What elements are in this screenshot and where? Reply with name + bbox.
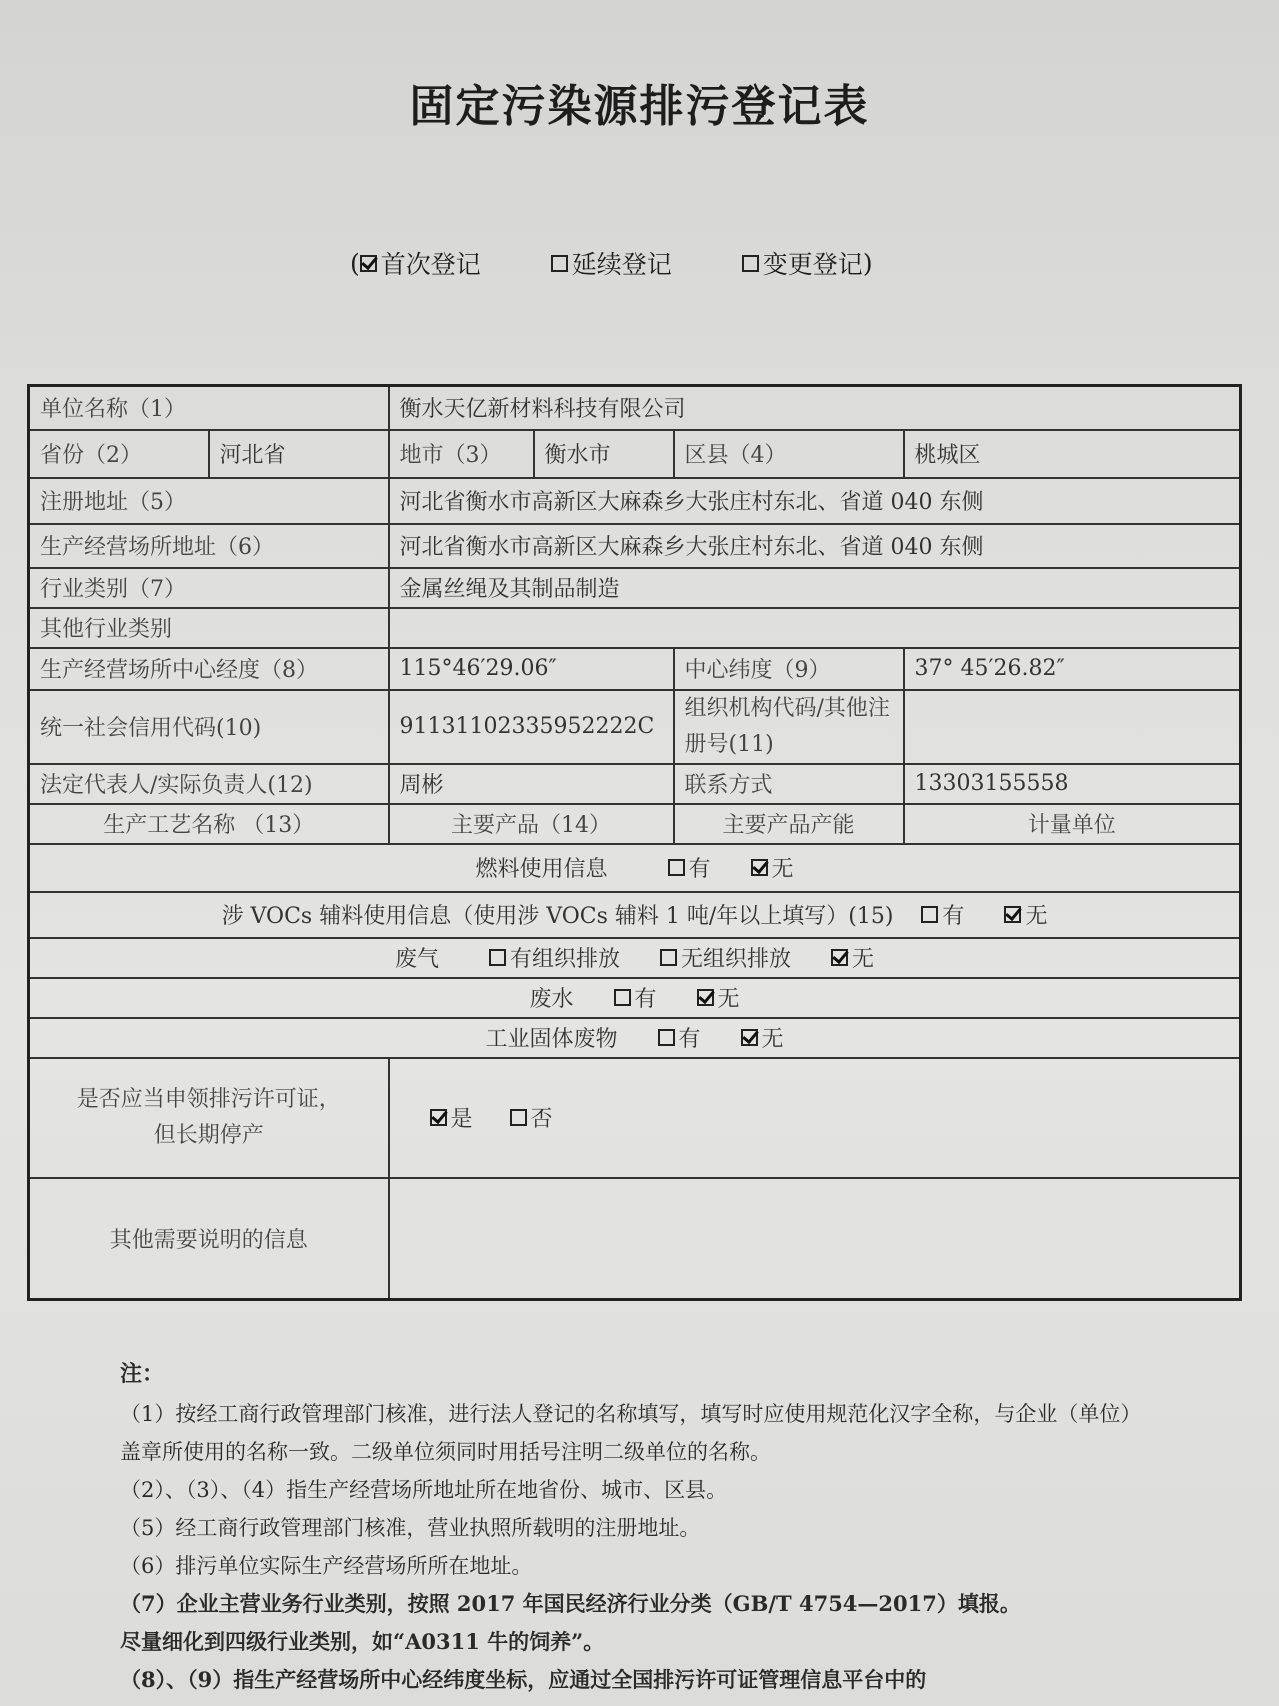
- vocs-row: [29, 892, 1241, 938]
- open-paren: (: [350, 248, 360, 278]
- option-label: 无: [852, 947, 875, 972]
- option-label: 无: [717, 987, 740, 1012]
- unchecked-box-icon[interactable]: [660, 949, 677, 966]
- longitude-value[interactable]: 115°46′29.06″: [389, 648, 674, 690]
- suspended-options: [389, 1058, 1241, 1178]
- option-label: 有: [678, 1027, 701, 1052]
- unchecked-box-icon[interactable]: [668, 859, 685, 876]
- waste-water-row: [29, 978, 1241, 1018]
- note-5: （5）经工商行政管理部门核准，营业执照所载明的注册地址。: [120, 1516, 701, 1540]
- fuel-label: 燃料使用信息: [475, 857, 608, 882]
- vocs-no-option[interactable]: [1004, 899, 1047, 930]
- gas-none-option[interactable]: [831, 942, 874, 973]
- option-label: 变更登记: [762, 250, 863, 279]
- contact-label: 联系方式: [674, 764, 904, 804]
- longitude-label: 生产经营场所中心经度（8）: [29, 648, 389, 690]
- fuel-yes-option[interactable]: [668, 852, 711, 883]
- org-code-value[interactable]: [904, 690, 1241, 764]
- unchecked-box-icon[interactable]: [510, 1109, 527, 1126]
- product-header: 主要产品（14）: [389, 804, 674, 844]
- registration-table: [27, 384, 1242, 1301]
- note-1: （1）按经工商行政管理部门核准，进行法人登记的名称填写，填写时应使用规范化汉字全称，与企业（单位）盖章所使用的名称一致。二级单位须同时用括号注明二级单位的名称。: [120, 1402, 1131, 1464]
- table-row: [29, 938, 1241, 978]
- other-industry-label: 其他行业类别: [29, 608, 389, 648]
- table-row: [29, 844, 1241, 892]
- solid-no-option[interactable]: [741, 1022, 784, 1053]
- other-info-value[interactable]: [389, 1178, 1241, 1300]
- checked-box-icon[interactable]: [430, 1109, 447, 1126]
- water-no-option[interactable]: [697, 982, 740, 1013]
- option-label: 有: [634, 987, 657, 1012]
- option-label: 有组织排放: [509, 947, 620, 972]
- district-value[interactable]: 桃城区: [904, 430, 1241, 478]
- checked-box-icon[interactable]: [741, 1029, 758, 1046]
- note-8: （8）、（9）指生产经营场所中心经纬度坐标，应通过全国排污许可证管理信息平台中的: [120, 1667, 927, 1692]
- registration-type-options: [350, 245, 970, 281]
- legal-rep-label: 法定代表人/实际负责人(12): [29, 764, 389, 804]
- city-value[interactable]: 衡水市: [534, 430, 674, 478]
- unit-name-label: 单位名称（1）: [29, 386, 389, 430]
- op-address-label: 生产经营场所地址（6）: [29, 524, 389, 568]
- water-yes-option[interactable]: [614, 982, 657, 1013]
- note-6: （6）排污单位实际生产经营场所所在地址。: [120, 1554, 533, 1578]
- latitude-label: 中心纬度（9）: [674, 648, 904, 690]
- other-info-label: 其他需要说明的信息: [29, 1178, 389, 1300]
- solid-waste-label: 工业固体废物: [485, 1027, 618, 1052]
- district-label: 区县（4）: [674, 430, 904, 478]
- legal-rep-value[interactable]: 周彬: [389, 764, 674, 804]
- option-label: 否: [530, 1107, 553, 1132]
- solid-yes-option[interactable]: [658, 1022, 701, 1053]
- table-row: [29, 892, 1241, 938]
- suspended-label: 是否应当申领排污许可证，但长期停产: [29, 1058, 389, 1178]
- vocs-label: 涉 VOCs 辅料使用信息（使用涉 VOCs 辅料 1 吨/年以上填写）(15): [221, 904, 894, 929]
- gas-organized-option[interactable]: [489, 942, 620, 973]
- option-label: 延续登记: [571, 250, 672, 279]
- option-label: 有: [688, 857, 711, 882]
- option-label: 无: [771, 857, 794, 882]
- credit-code-label: 统一社会信用代码(10): [29, 690, 389, 764]
- checked-box-icon[interactable]: [831, 949, 848, 966]
- checked-box-icon[interactable]: [360, 255, 377, 272]
- latitude-value[interactable]: 37° 45′26.82″: [904, 648, 1241, 690]
- option-label: 无组织排放: [681, 947, 792, 972]
- table-row: [29, 524, 1241, 568]
- table-row: [29, 568, 1241, 608]
- option-label: 有: [942, 904, 965, 929]
- unchecked-box-icon[interactable]: [921, 906, 938, 923]
- other-industry-value[interactable]: [389, 608, 1241, 648]
- unchecked-box-icon[interactable]: [551, 255, 568, 272]
- table-row: [29, 1018, 1241, 1058]
- table-row: [29, 608, 1241, 648]
- checked-box-icon[interactable]: [697, 989, 714, 1006]
- fuel-row: [29, 844, 1241, 892]
- contact-value[interactable]: 13303155558: [904, 764, 1241, 804]
- suspended-yes-option[interactable]: [430, 1102, 473, 1133]
- option-renewal-registration[interactable]: [551, 245, 672, 281]
- gas-unorganized-option[interactable]: [660, 942, 791, 973]
- waste-gas-label: 废气: [394, 947, 439, 972]
- table-row: [29, 430, 1241, 478]
- table-row: [29, 804, 1241, 844]
- industry-label: 行业类别（7）: [29, 568, 389, 608]
- page-title: 固定污染源排污登记表: [409, 81, 870, 132]
- unchecked-box-icon[interactable]: [489, 949, 506, 966]
- close-paren: ): [862, 248, 873, 278]
- table-row: [29, 1178, 1241, 1300]
- table-row: [29, 478, 1241, 524]
- credit-code-value[interactable]: 91131102335952222C: [389, 690, 674, 764]
- note-7b: 尽量细化到四级行业类别，如“A0311 牛的饲养”。: [120, 1629, 605, 1654]
- note-2: （2）、（3）、（4）指生产经营场所地址所在地省份、城市、区县。: [120, 1478, 728, 1502]
- checked-box-icon[interactable]: [751, 859, 768, 876]
- option-label: 首次登记: [380, 250, 481, 279]
- process-header: 生产工艺名称 （13）: [29, 804, 389, 844]
- option-label: 无: [761, 1027, 784, 1052]
- industry-value[interactable]: 金属丝绳及其制品制造: [389, 568, 1241, 608]
- note-7a: （7）企业主营业务行业类别，按照 2017 年国民经济行业分类（GB/T 4754—2017）填报。: [120, 1591, 1021, 1616]
- vocs-yes-option[interactable]: [921, 899, 964, 930]
- org-code-label: 组织机构代码/其他注册号(11): [674, 690, 904, 764]
- option-label: 是: [450, 1107, 473, 1132]
- notes-heading: 注：: [120, 1361, 165, 1387]
- op-address-value[interactable]: 河北省衡水市高新区大麻森乡大张庄村东北、省道 040 东侧: [389, 524, 1241, 568]
- unchecked-box-icon[interactable]: [658, 1029, 675, 1046]
- unit-name-value[interactable]: 衡水天亿新材料科技有限公司: [389, 386, 1241, 430]
- unit-header: 计量单位: [904, 804, 1241, 844]
- option-label: 无: [1025, 904, 1048, 929]
- province-value[interactable]: 河北省: [209, 430, 389, 478]
- table-row: [29, 978, 1241, 1018]
- fuel-no-option[interactable]: [751, 852, 794, 883]
- table-row: [29, 690, 1241, 764]
- table-row: [29, 1058, 1241, 1178]
- unchecked-box-icon[interactable]: [614, 989, 631, 1006]
- table-row: [29, 648, 1241, 690]
- solid-waste-row: [29, 1018, 1241, 1058]
- reg-address-value[interactable]: 河北省衡水市高新区大麻森乡大张庄村东北、省道 040 东侧: [389, 478, 1241, 524]
- waste-water-label: 废水: [529, 987, 574, 1012]
- table-row: [29, 764, 1241, 804]
- reg-address-label: 注册地址（5）: [29, 478, 389, 524]
- city-label: 地市（3）: [389, 430, 534, 478]
- notes-section: [120, 1355, 1140, 1699]
- suspended-no-option[interactable]: [510, 1102, 553, 1133]
- province-label: 省份（2）: [29, 430, 209, 478]
- option-change-registration[interactable]: [742, 245, 863, 281]
- option-first-registration[interactable]: [360, 245, 481, 281]
- waste-gas-row: [29, 938, 1241, 978]
- checked-box-icon[interactable]: [1004, 906, 1021, 923]
- table-row: [29, 386, 1241, 430]
- unchecked-box-icon[interactable]: [742, 255, 759, 272]
- capacity-header: 主要产品产能: [674, 804, 904, 844]
